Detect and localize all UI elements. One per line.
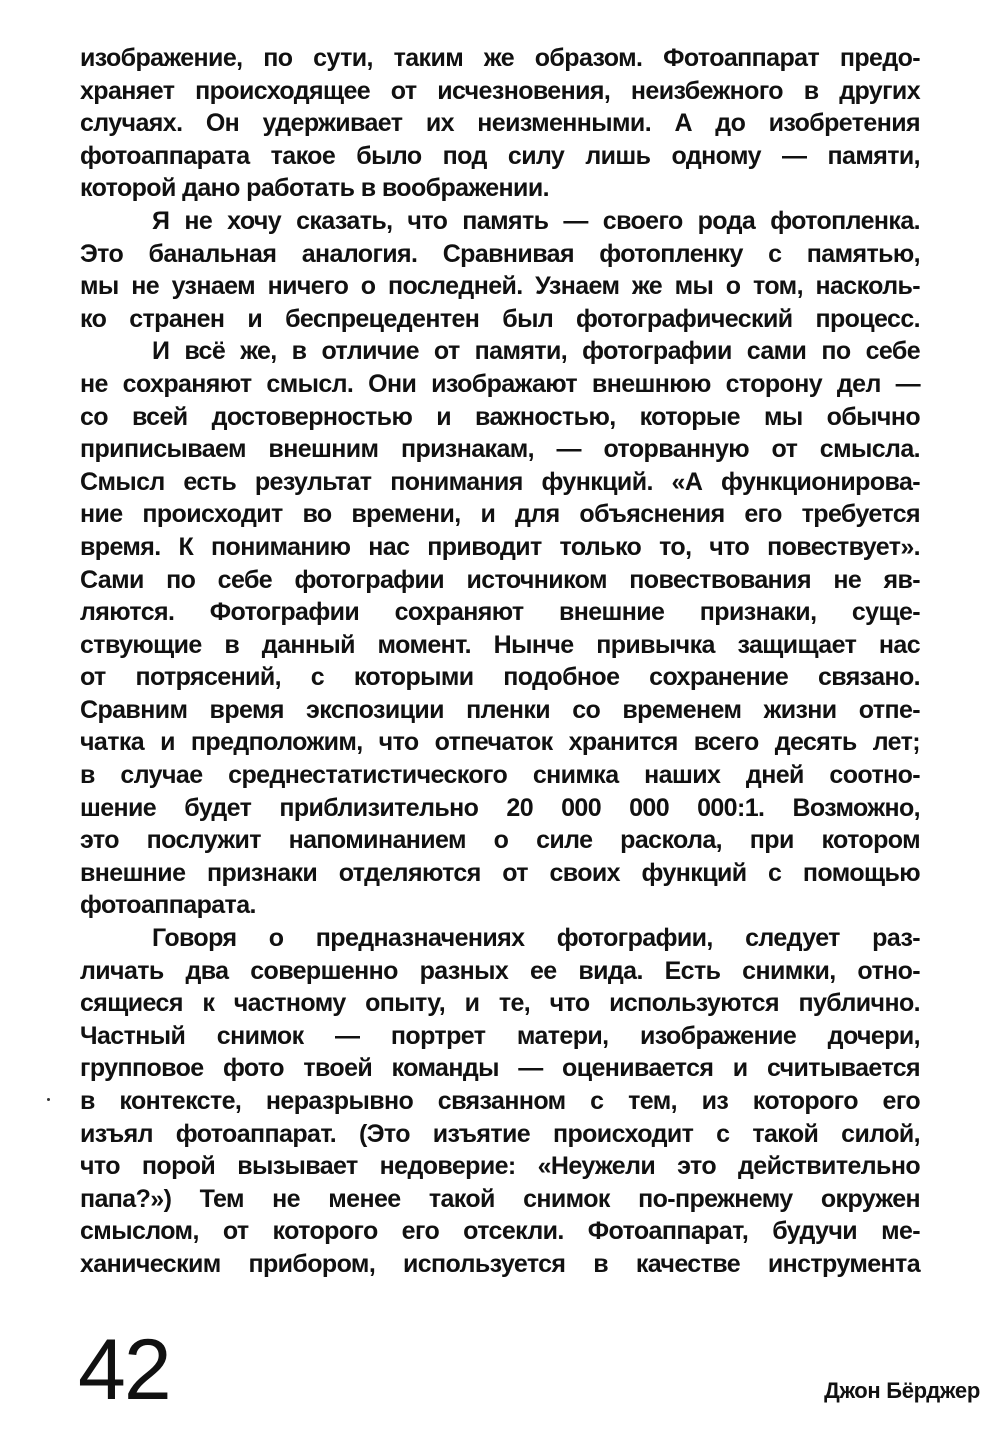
text-line: ние происходит во времени, и для объяснения его требуется xyxy=(80,500,920,529)
text-line: в случае среднестатистического снимка наших дней соотно- xyxy=(80,761,920,790)
text-line: Сравним время экспозиции пленки со временем жизни отпе- xyxy=(80,695,920,724)
text-line: храняет происходящее от исчезновения, неизбежного в других xyxy=(80,76,920,105)
text-line: мы не узнаем ничего о последней. Узнаем же мы о том, насколь- xyxy=(80,272,920,301)
text-line: что порой вызывает недоверие: «Неужели это действительно xyxy=(80,1152,920,1181)
text-line: которой дано работать в воображении. xyxy=(80,174,549,203)
text-line: ляются. Фотографии сохраняют внешние признаки, суще- xyxy=(80,598,920,627)
text-line: Сами по себе фотографии источником повествования не яв- xyxy=(80,565,920,594)
text-line: фотоаппарата такое было под силу лишь одному — памяти, xyxy=(80,141,920,170)
text-line: ствующие в данный момент. Нынче привычка защищает нас xyxy=(80,630,920,659)
text-line: сящиеся к частному опыту, и те, что используются публично. xyxy=(80,989,920,1018)
text-line: изображение, по сути, таким же образом. Фотоаппарат предо- xyxy=(80,44,920,72)
text-line: изъял фотоаппарат. (Это изъятие происходит с такой силой, xyxy=(80,1119,920,1148)
text-line: групповое фото твоей команды — оценивается и считывается xyxy=(80,1054,920,1083)
text-line: Я не хочу сказать, что память — своего рода фотопленка. xyxy=(152,206,920,235)
text-line: приписываем внешним признакам, — оторванную от смысла. xyxy=(80,435,920,464)
text-line: не сохраняют смысл. Они изображают внешнюю сторону дел — xyxy=(80,369,920,398)
body-text xyxy=(80,42,920,1281)
text-line: ко странен и беспрецедентен был фотографический процесс. xyxy=(80,304,920,333)
text-line: Частный снимок — портрет матери, изображение дочери, xyxy=(80,1021,920,1050)
text-line: со всей достоверностью и важностью, которые мы обычно xyxy=(80,402,920,431)
text-line: время. К пониманию нас приводит только то, что повествует». xyxy=(80,532,920,561)
text-line: от потрясений, с которыми подобное сохранение связано. xyxy=(80,663,920,692)
text-line: папа?») Тем не менее такой снимок по-прежнему окружен xyxy=(80,1184,920,1213)
text-line: И всё же, в отличие от памяти, фотографии сами по себе xyxy=(152,337,920,366)
text-line: Это банальная аналогия. Сравнивая фотопленку с памятью, xyxy=(80,239,920,268)
text-line: это послужит напоминанием о силе раскола, при котором xyxy=(80,826,920,855)
text-line: личать два совершенно разных ее вида. Есть снимки, отно- xyxy=(80,956,920,985)
text-line: чатка и предположим, что отпечаток хранится всего десять лет; xyxy=(80,728,920,757)
author-footer: Джон Бёрджер xyxy=(824,1378,980,1403)
text-line: в контексте, неразрывно связанном с тем, из которого его xyxy=(80,1087,920,1115)
text-line: внешние признаки отделяются от своих функций с помощью xyxy=(80,858,920,887)
text-line: случаях. Он удерживает их неизменными. А до изобретения xyxy=(80,109,920,138)
text-line: шение будет приблизительно 20 000 000 000:1. Возможно, xyxy=(80,793,920,822)
text-line: смыслом, от которого его отсекли. Фотоаппарат, будучи ме- xyxy=(80,1217,920,1246)
scan-speck xyxy=(47,1098,50,1101)
text-line: Смысл есть результат понимания функций. «А функционирова- xyxy=(80,467,920,496)
text-line: фотоаппарата. xyxy=(80,891,256,920)
text-line: Говоря о предназначениях фотографии, следует раз- xyxy=(152,924,920,953)
text-line: ханическим прибором, используется в качестве инструмента xyxy=(80,1249,920,1278)
page-number: 42 xyxy=(78,1322,170,1418)
